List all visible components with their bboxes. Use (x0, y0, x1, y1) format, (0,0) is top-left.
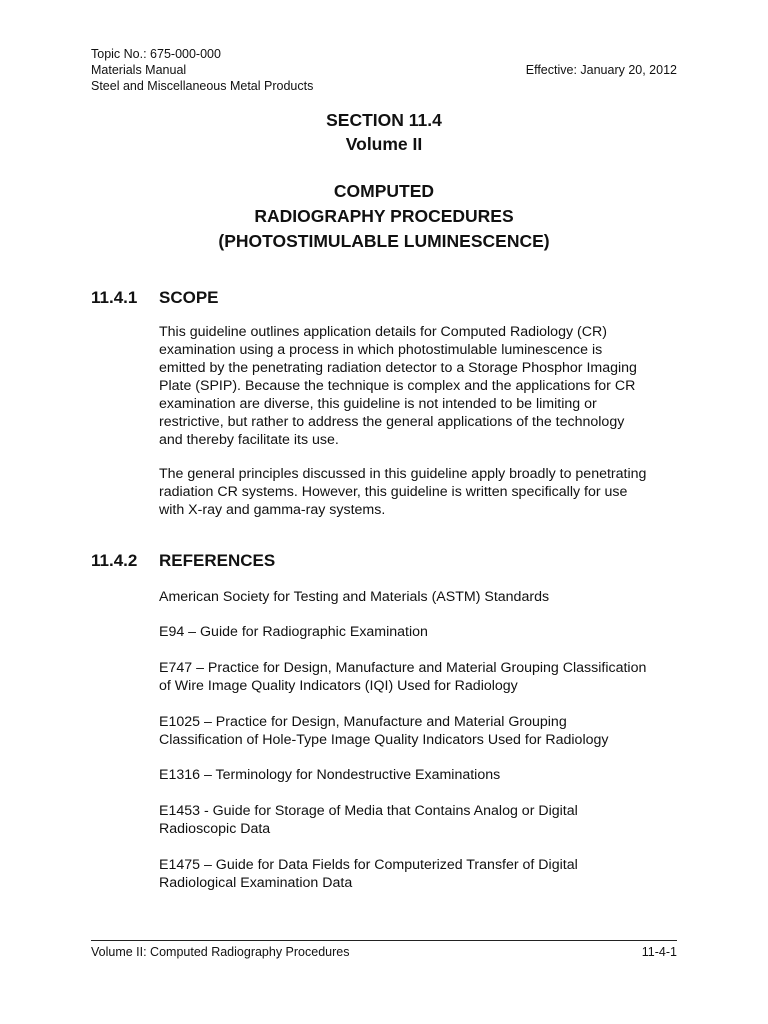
references-heading (91, 550, 275, 572)
text-line: E1025 – Practice for Design, Manufacture and Material Grouping (159, 714, 567, 730)
text-line: E1475 – Guide for Data Fields for Computerized Transfer of Digital (159, 857, 578, 873)
text-line: The general principles discussed in this guideline apply broadly to penetrating (159, 466, 647, 482)
reference-item (159, 623, 699, 641)
footer-divider (91, 940, 677, 941)
reference-item (159, 802, 699, 838)
reference-item (159, 659, 699, 695)
text-line: examination using a process in which photostimulable luminescence is (159, 342, 603, 358)
text-line: E94 – Guide for Radiographic Examination (159, 624, 428, 640)
text-line: with X-ray and gamma-ray systems. (159, 502, 386, 518)
topic-number: Topic No.: 675-000-000 (91, 47, 221, 61)
title-line-3: (PHOTOSTIMULABLE LUMINESCENCE) (218, 231, 550, 251)
text-line: and thereby facilitate its use. (159, 432, 339, 448)
text-line: Classification of Hole-Type Image Quality Indicators Used for Radiology (159, 732, 609, 748)
text-line: Radioscopic Data (159, 821, 271, 837)
footer-title: Volume II: Computed Radiography Procedures (91, 945, 350, 959)
scope-heading (91, 287, 219, 309)
reference-item (159, 766, 699, 784)
scope-paragraph-1 (159, 323, 687, 449)
references-title: REFERENCES (159, 551, 276, 570)
reference-item (159, 856, 699, 892)
page-header (91, 46, 313, 94)
text-line: of Wire Image Quality Indicators (IQI) Used for Radiology (159, 678, 518, 694)
text-line: This guideline outlines application details for Computed Radiology (CR) (159, 324, 607, 340)
references-intro: American Society for Testing and Materials (ASTM) Standards (159, 589, 550, 605)
text-line: restrictive, but rather to address the general applications of the technology (159, 414, 625, 430)
section-number: SECTION 11.4 (326, 110, 442, 130)
page-number: 11-4-1 (641, 945, 677, 959)
reference-item (159, 713, 699, 749)
text-line: Radiological Examination Data (159, 875, 353, 891)
text-line: E747 – Practice for Design, Manufacture and Material Grouping Classification (159, 660, 647, 676)
manual-name: Materials Manual (91, 63, 187, 77)
text-line: examination are diverse, this guideline is not intended to be limiting or (159, 396, 597, 412)
scope-title: SCOPE (159, 288, 219, 307)
scope-paragraph-2 (159, 465, 687, 519)
title-line-2: RADIOGRAPHY PROCEDURES (254, 206, 514, 226)
text-line: E1316 – Terminology for Nondestructive Examinations (159, 767, 501, 783)
scope-number: 11.4.1 (91, 288, 138, 307)
text-line: radiation CR systems. However, this guideline is written specifically for use (159, 484, 628, 500)
title-line-1: COMPUTED (333, 181, 435, 201)
text-line: E1453 - Guide for Storage of Media that Contains Analog or Digital (159, 803, 578, 819)
effective-date: Effective: January 20, 2012 (525, 63, 677, 77)
volume-label: Volume II (345, 134, 423, 154)
references-number: 11.4.2 (91, 551, 138, 570)
text-line: emitted by the penetrating radiation detector to a Storage Phosphor Imaging (159, 360, 637, 376)
text-line: Plate (SPIP). Because the technique is complex and the applications for CR (159, 378, 636, 394)
manual-subject: Steel and Miscellaneous Metal Products (91, 79, 314, 93)
